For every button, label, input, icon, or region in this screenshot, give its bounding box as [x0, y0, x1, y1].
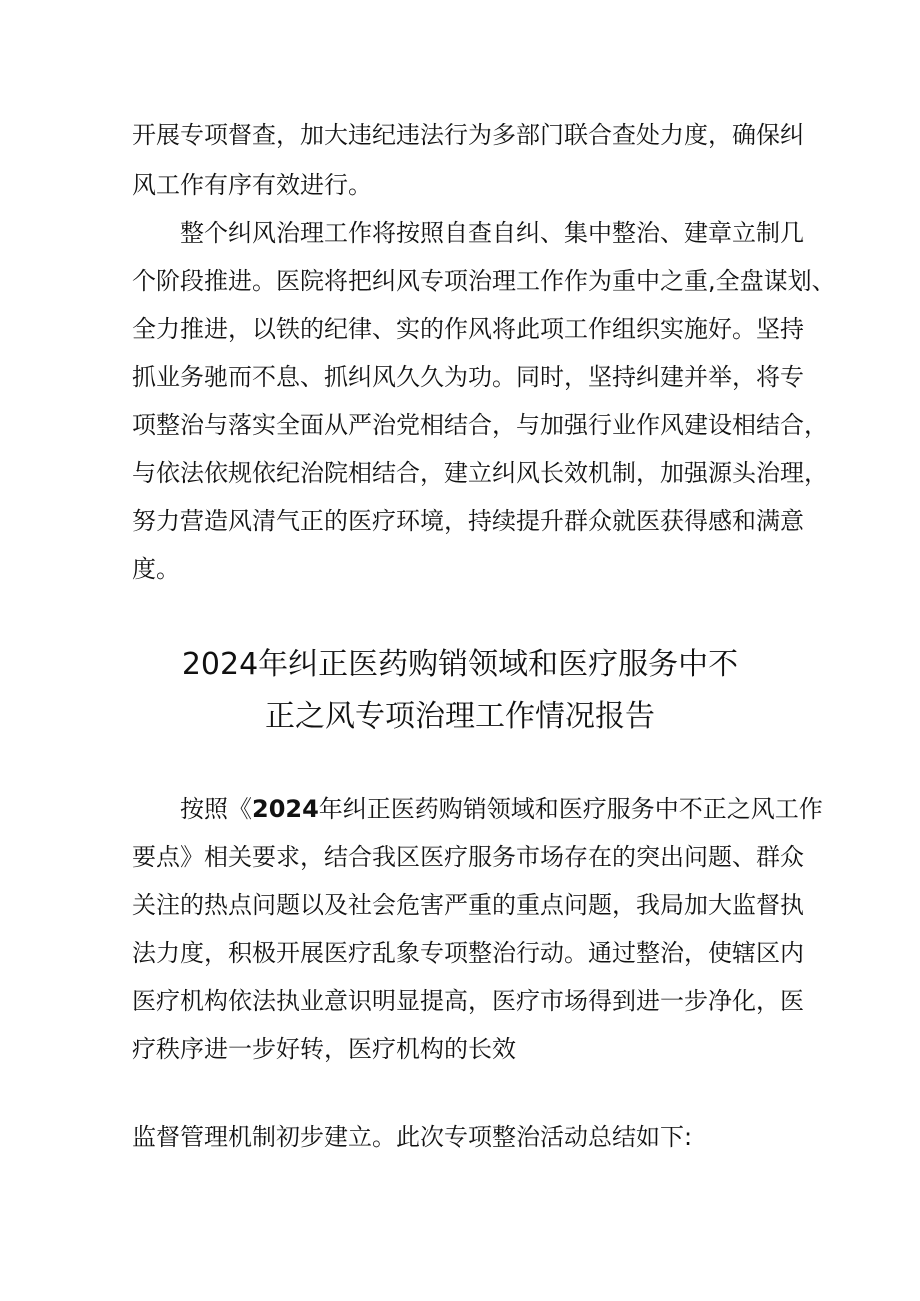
- paragraph-3-line-1-suffix: 年纠正医药购销领域和医疗服务中不正之风工作: [318, 795, 823, 823]
- report-title-line-2: 正之风专项治理工作情况报告: [265, 699, 655, 734]
- paragraph-2-line-8: 度。: [132, 555, 180, 583]
- paragraph-2-line-7: 努力营造风清气正的医疗环境，持续提升群众就医获得感和满意: [132, 507, 804, 535]
- paragraph-3-line-1-prefix: 按照《: [180, 795, 252, 823]
- paragraph-3-line-2: 要点》相关要求，结合我区医疗服务市场存在的突出问题、群众: [132, 843, 804, 871]
- paragraph-2-line-3: 全力推进，以铁的纪律、实的作风将此项工作组织实施好。坚持: [132, 315, 804, 343]
- paragraph-3-line-5: 医疗机构依法执业意识明显提高，医疗市场得到进一步净化，医: [132, 987, 804, 1015]
- paragraph-2-line-6: 与依法依规依纪治院相结合，建立纠风长效机制，加强源头治理，: [132, 459, 828, 487]
- paragraph-2-line-5: 项整治与落实全面从严治党相结合，与加强行业作风建设相结合，: [132, 411, 828, 439]
- paragraph-4-line-1: 监督管理机制初步建立。此次专项整治活动总结如下:: [132, 1123, 693, 1151]
- paragraph-2-line-2: 个阶段推进。医院将把纠风专项治理工作作为重中之重,全盘谋划、: [132, 267, 836, 295]
- report-title-line-1: 2024年纠正医药购销领域和医疗服务中不: [181, 647, 739, 682]
- paragraph-2-line-1: 整个纠风治理工作将按照自查自纠、集中整治、建章立制几: [180, 219, 804, 247]
- paragraph-1-line-1: 开展专项督查，加大违纪违法行为多部门联合查处力度，确保纠: [132, 121, 804, 149]
- paragraph-3-line-4: 法力度，积极开展医疗乱象专项整治行动。通过整治，使辖区内: [132, 939, 804, 967]
- paragraph-3-line-6: 疗秩序进一步好转，医疗机构的长效: [132, 1035, 516, 1063]
- paragraph-2-line-4: 抓业务驰而不息、抓纠风久久为功。同时，坚持纠建并举，将专: [132, 363, 804, 391]
- paragraph-1-line-2: 风工作有序有效进行。: [132, 171, 372, 199]
- paragraph-3-line-3: 关注的热点问题以及社会危害严重的重点问题，我局加大监督执: [132, 891, 804, 919]
- paragraph-3-year: 2024: [252, 795, 319, 823]
- paragraph-3-line-1: [180, 794, 823, 824]
